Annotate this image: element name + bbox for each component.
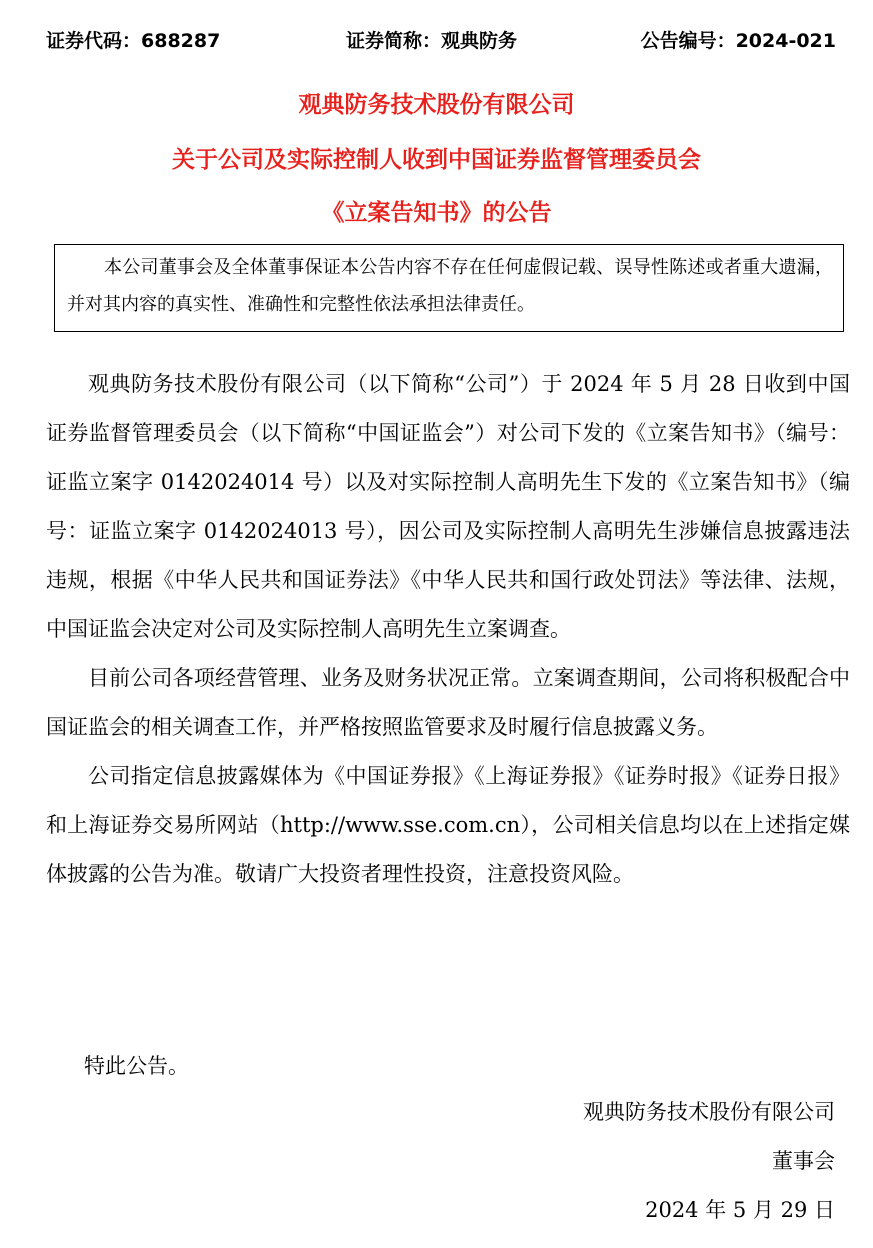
announcement-title-line-3: 《立案告知书》的公告 <box>321 200 552 226</box>
company-title: 观典防务技术股份有限公司 <box>298 92 575 118</box>
announcement-number: 公告编号：2024-021 <box>640 30 836 52</box>
closing-statement: 特此公告。 <box>84 1054 189 1078</box>
paragraph-case-notice: 观典防务技术股份有限公司（以下简称“公司”）于 2024 年 5 月 28 日收到中国证券监督管理委员会（以下简称“中国证监会”）对公司下发的《立案告知书》（编号：证监立案字 0142024014 号）以及对实际控制人高明先生下发的《立案告知书》（编号：证监立案字 0142024013 号），因公司及实际控制人高明先生涉嫌信息披露违法违规，根据《中华人民共和国证券法》《中华人民共和国行政处罚法》等法律、法规，中国证监会决定对公司及实际控制人高明先生立案调查。 <box>46 372 850 641</box>
signature-board: 董事会 <box>772 1149 835 1173</box>
announcement-header <box>46 26 836 56</box>
announcement-body <box>46 360 850 899</box>
paragraph-operations: 目前公司各项经营管理、业务及财务状况正常。立案调查期间，公司将积极配合中国证监会的相关调查工作，并严格按照监管要求及时履行信息披露义务。 <box>46 666 850 739</box>
signature-date: 2024 年 5 月 29 日 <box>645 1198 835 1222</box>
stock-code: 证券代码：688287 <box>46 30 221 52</box>
paragraph-media: 公司指定信息披露媒体为《中国证券报》《上海证券报》《证券时报》《证券日报》和上海证券交易所网站（http://www.sse.com.cn），公司相关信息均以在上述指定媒体披露的公告为准。敬请广大投资者理性投资，注意投资风险。 <box>46 764 850 886</box>
stock-name: 证券简称：观典防务 <box>346 30 518 52</box>
announcement-title-line-2: 关于公司及实际控制人收到中国证券监督管理委员会 <box>172 147 701 173</box>
disclaimer-box: 本公司董事会及全体董事保证本公告内容不存在任何虚假记载、误导性陈述或者重大遗漏，并对其内容的真实性、准确性和完整性依法承担法律责任。 <box>54 244 844 332</box>
signature-company: 观典防务技术股份有限公司 <box>583 1100 835 1124</box>
